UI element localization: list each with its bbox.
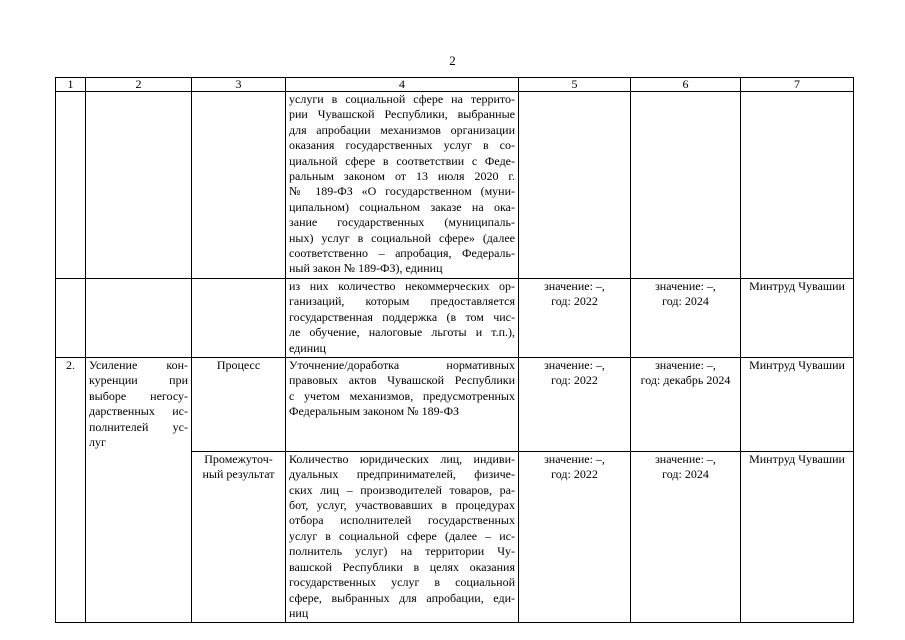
cell-stage [192,92,286,279]
header-cell-2: 2 [86,78,192,92]
header-row [56,78,854,92]
text-line: год: 2022 [551,294,598,309]
text-line: циальной сфере в соответствии с Феде- [289,153,515,168]
text-line: для апробации механизмов организации [289,122,515,137]
header-cell-7: 7 [741,78,854,92]
indicator-text [289,452,515,621]
text-line: ниц [289,605,309,620]
base-value-text [522,452,627,483]
text-line: год: 2024 [662,294,709,309]
cell-indicator [286,92,519,279]
stage-text [195,452,282,483]
target-value-text [634,279,737,310]
cell-measure [86,278,192,357]
text-line: луг [89,434,106,449]
cell-measure [86,92,192,279]
cell-target-value [631,278,741,357]
text-line: из них количество некоммерческих ор- [289,278,515,293]
header-cell-3: 3 [192,78,286,92]
indicator-text [289,279,515,356]
text-line: государственных услуг в социальной [289,575,515,590]
header-cell-5: 5 [519,78,631,92]
table-row [56,278,854,357]
text-line: Промежуточ- [204,451,273,466]
text-line: с учетом механизмов, предусмотренных [289,388,515,403]
cell-stage [192,278,286,357]
text-line: дуальных предпринимателей, физиче- [289,467,515,482]
cell-indicator [286,357,519,451]
indicators-table [55,77,854,623]
text-line: значение: –, [655,451,716,466]
text-line: ный закон № 189-ФЗ), единиц [289,261,443,276]
cell-target-value [631,357,741,451]
measure-text [89,358,188,450]
header-cell-4: 4 [286,78,519,92]
text-line: значение: –, [655,278,716,293]
text-line: соответственно – апробация, Федераль- [289,246,515,261]
cell-number [56,451,86,622]
table-row [56,451,854,622]
text-line: ле обучение, налоговые льготы и т.п.), [289,325,515,340]
indicator-text [289,358,515,420]
text-line: значение: –, [544,357,605,372]
cell-responsible: Минтруд Чувашии [741,451,854,622]
cell-responsible: Минтруд Чувашии [741,357,854,451]
text-line: рии Чувашской Республики, выбранные [289,107,515,122]
page-number: 2 [449,53,456,68]
text-line: полнитель услуг) на территории Чу- [289,544,515,559]
text-line: услуг в социальной сфере (далее – ис- [289,528,515,543]
cell-stage [192,451,286,622]
cell-base-value [519,357,631,451]
text-line: вашской Республики в целях оказания [289,559,515,574]
cell-measure [86,357,192,451]
cell-number [56,278,86,357]
cell-base-value [519,278,631,357]
cell-base-value [519,451,631,622]
text-line: ный результат [202,467,275,482]
text-line: Федеральным законом № 189-ФЗ [289,404,460,419]
base-value-text [522,358,627,389]
text-line: Усиление кон- [89,357,188,372]
text-line: дарственных ис- [89,404,188,419]
cell-number: 2. [56,357,86,451]
text-line: ципальном) социальном заказе на ока- [289,199,515,214]
cell-responsible [741,92,854,279]
text-line: оказания государственных услуг в со- [289,138,515,153]
text-line: услуги в социальной сфере на террито- [289,92,515,106]
cell-stage: Процесс [192,357,286,451]
text-line: бот, услуг, участвовавших в процедурах [289,498,515,513]
text-line: значение: –, [544,278,605,293]
text-line: ных) услуг в социальной сфере» (далее [289,230,515,245]
text-line: единиц [289,340,326,355]
table-row [56,92,854,279]
text-line: куренции при [89,373,188,388]
cell-target-value [631,92,741,279]
text-line: год: 2024 [662,467,709,482]
text-line: полнителей ус- [89,419,188,434]
cell-number [56,92,86,279]
cell-target-value [631,451,741,622]
text-line: Уточнение/доработка нормативных [289,357,515,372]
text-line: сфере, выбранных для апробации, еди- [289,590,515,605]
text-line: зание государственных (муниципаль- [289,215,515,230]
indicator-text [289,92,515,277]
text-line: год: декабрь 2024 [640,373,731,388]
cell-indicator [286,278,519,357]
header-cell-6: 6 [631,78,741,92]
target-value-text [634,358,737,389]
text-line: год: 2022 [551,373,598,388]
cell-base-value [519,92,631,279]
cell-measure [86,451,192,622]
cell-responsible: Минтруд Чувашии [741,278,854,357]
header-cell-1: 1 [56,78,86,92]
text-line: ральным законом от 13 июля 2020 г. [289,169,515,184]
text-line: ганизаций, которым предоставляется [289,294,515,309]
text-line: правовых актов Чувашской Республики [289,373,515,388]
text-line: год: 2022 [551,467,598,482]
text-line: выборе негосу- [89,388,188,403]
target-value-text [634,452,737,483]
text-line: значение: –, [655,357,716,372]
text-line: значение: –, [544,451,605,466]
cell-indicator [286,451,519,622]
text-line: государственная поддержка (в том чис- [289,309,515,324]
text-line: Количество юридических лиц, индиви- [289,451,515,466]
text-line: № 189-ФЗ «О государственном (муни- [289,184,515,199]
text-line: ских лиц – производителей товаров, ра- [289,482,515,497]
table-row [56,357,854,451]
base-value-text [522,279,627,310]
text-line: отбора исполнителей государственных [289,513,515,528]
